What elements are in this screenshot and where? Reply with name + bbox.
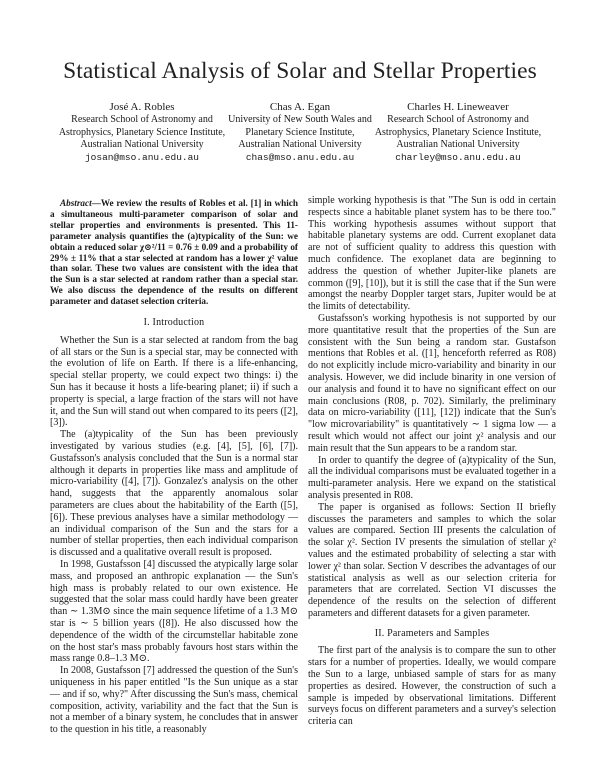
- right-column: [308, 195, 556, 728]
- left-column: [50, 198, 298, 736]
- author-email: chas@mso.anu.edu.au: [245, 151, 355, 163]
- author-affiliation-line: Australian National University: [238, 139, 362, 150]
- paragraph: In 1998, Gustafsson [4] discussed the atypically large solar mass, and proposed an anthropic explanation — the Sun's high mass is probably related to our own existence. He suggested that the solar mass could hardly have been greater than ∼ 1.3M⊙ since the main sequence lifetime of a 1.3 M⊙ star is ∼ 5 billion years ([8]). He also discussed how the dependence of the width of the circumstellar habitable zone on the host star's mass probably favours host stars within the mass range 0.8–1.3 M⊙.: [50, 559, 298, 665]
- author-affiliation-line: University of New South Wales and: [228, 114, 372, 125]
- paragraph: The first part of the analysis is to compare the sun to other stars for a number of properties. Ideally, we would compare the Sun to a large, unbiased sample of stars for as many properties as desired. However, the construction of such a sample is impeded by observational limitations. Different surveys focus on different parameters and a survey's selection criteria can: [308, 645, 556, 728]
- author-email: charley@mso.anu.edu.au: [395, 151, 521, 163]
- section-heading: I. Introduction: [143, 317, 205, 329]
- abstract-text: —We review the results of Robles et al. [1] in which a simultaneous multi-parameter comparison of solar and stellar properties and environments is presented. This 11-parameter analysis quantifies the (a)typicality of the Sun: we obtain a reduced solar χ⊙²/11 = 0.76 ± 0.09 and a probability of 29% ± 11% that a star selected at random has a lower χ² value than solar. These two values are consistent with the idea that the Sun is a star selected at random rather than a special star. We also discuss the dependence of the results on different parameter and dataset selection criteria.: [50, 198, 298, 307]
- author-affiliation-line: Australian National University: [80, 139, 204, 150]
- author-name: José A. Robles: [109, 101, 175, 113]
- abstract-lead: Abstract: [60, 198, 92, 208]
- paragraph: simple working hypothesis is that "The Sun is odd in certain respects since a habitable planet system has to be there too." This working hypothesis assumes without support that habitable planetary systems are odd. Current exoplanet data are not of sufficient quality to address this question with much confidence. The exoplanet data are beginning to address the question of whether Jupiter-like planets are common ([9], [10]), but it is still the case that if the Sun were amongst the nearby Doppler target stars, Jupiter would be at the limits of detectability.: [308, 195, 556, 313]
- paragraph: The (a)typicality of the Sun has been previously investigated by various studies (e.g. [4], [5], [6], [7]). Gustafsson's analysis concluded that the Sun is a normal star although it departs in properties like mass and amplitude of micro-variability ([4], [7]). Gonzalez's analysis on the other hand, suggests that the apparently anomalous solar parameters are clues about the habitability of the Earth ([5], [6]). These previous analyses have a similar methodology — an individual comparison of the Sun and the stars for a number of stellar properties, then each individual comparison is discussed and a qualitative overall result is proposed.: [50, 429, 298, 559]
- author-email: josan@mso.anu.edu.au: [84, 151, 200, 163]
- paragraph: Gustafsson's working hypothesis is not supported by our more quantitative result that the properties of the Sun are consistent with the Sun being a random star. Gustafson mentions that Robles et al. ([1], henceforth referred as R08) do not explicitly include micro-variability and binarity in our analysis. However, we did include binarity in one version of our analysis and found it to have no significant effect on our main conclusions (R08, p. 702). Similarly, the preliminary data on micro-variability ([11], [12]) indicate that the Sun's "low microvariability" is quantitatively ∼ 1 sigma low — a result which would not affect our joint χ² analysis and our main result that the Sun appears to be a random star.: [308, 312, 556, 454]
- paper-title: Statistical Analysis of Solar and Stellar Properties: [63, 58, 537, 84]
- author-name: Charles H. Lineweaver: [407, 101, 509, 113]
- paragraph: In order to quantify the degree of (a)typicality of the Sun, all the individual comparisons must be evaluated together in a multi-parameter analysis. Here we expand on the statistical analysis presented in R08.: [308, 454, 556, 501]
- author-affiliation-line: Astrophysics, Planetary Science Institute,: [58, 126, 226, 138]
- author-block: [52, 100, 232, 164]
- paragraph: In 2008, Gustafsson [7] addressed the question of the Sun's uniqueness in his paper entitled "Is the Sun unique as a star — and if so, why?" After discussing the Sun's mass, chemical composition, activity, variability and the fact that the Sun is not a member of a binary system, he concludes that in answer to the question in his title, a reasonably: [50, 665, 298, 736]
- author-affiliation-line: Research School of Astronomy and: [71, 114, 213, 125]
- paragraph: Whether the Sun is a star selected at random from the bag of all stars or the Sun is a special star, may be connected with the evolution of life on Earth. If there is a life-enhancing, special stellar property, we could expect two things: i) the Sun has it because it hosts a life-bearing planet; ii) if such a property is special, a large fraction of the stars will not have it, and the Sun will stand out when compared to its peers ([2], [3]).: [50, 334, 298, 429]
- author-name: Chas A. Egan: [269, 101, 331, 113]
- section-heading: II. Parameters and Samples: [374, 627, 490, 639]
- paragraph: The paper is organised as follows: Section II briefly discusses the parameters and samples to which the solar values are compared. Section III presents the calculation of the solar χ². Section IV presents the simulation of stellar χ² values and the estimated probability of selecting a star with lower χ² than solar. Section V describes the advantages of our statistical analysis as well as our selection criteria for parameters that are correlated. Section VI discusses the dependence of the results on the selection of different parameters and different datasets for a given parameter.: [308, 501, 556, 619]
- abstract: [50, 198, 298, 307]
- author-affiliation-line: Research School of Astronomy and: [387, 114, 529, 125]
- author-block: [210, 100, 390, 164]
- author-block: [368, 100, 548, 164]
- author-affiliation-line: Astrophysics, Planetary Science Institute,: [374, 126, 542, 138]
- author-affiliation-line: Planetary Science Institute,: [245, 126, 355, 138]
- author-affiliation-line: Australian National University: [396, 139, 520, 150]
